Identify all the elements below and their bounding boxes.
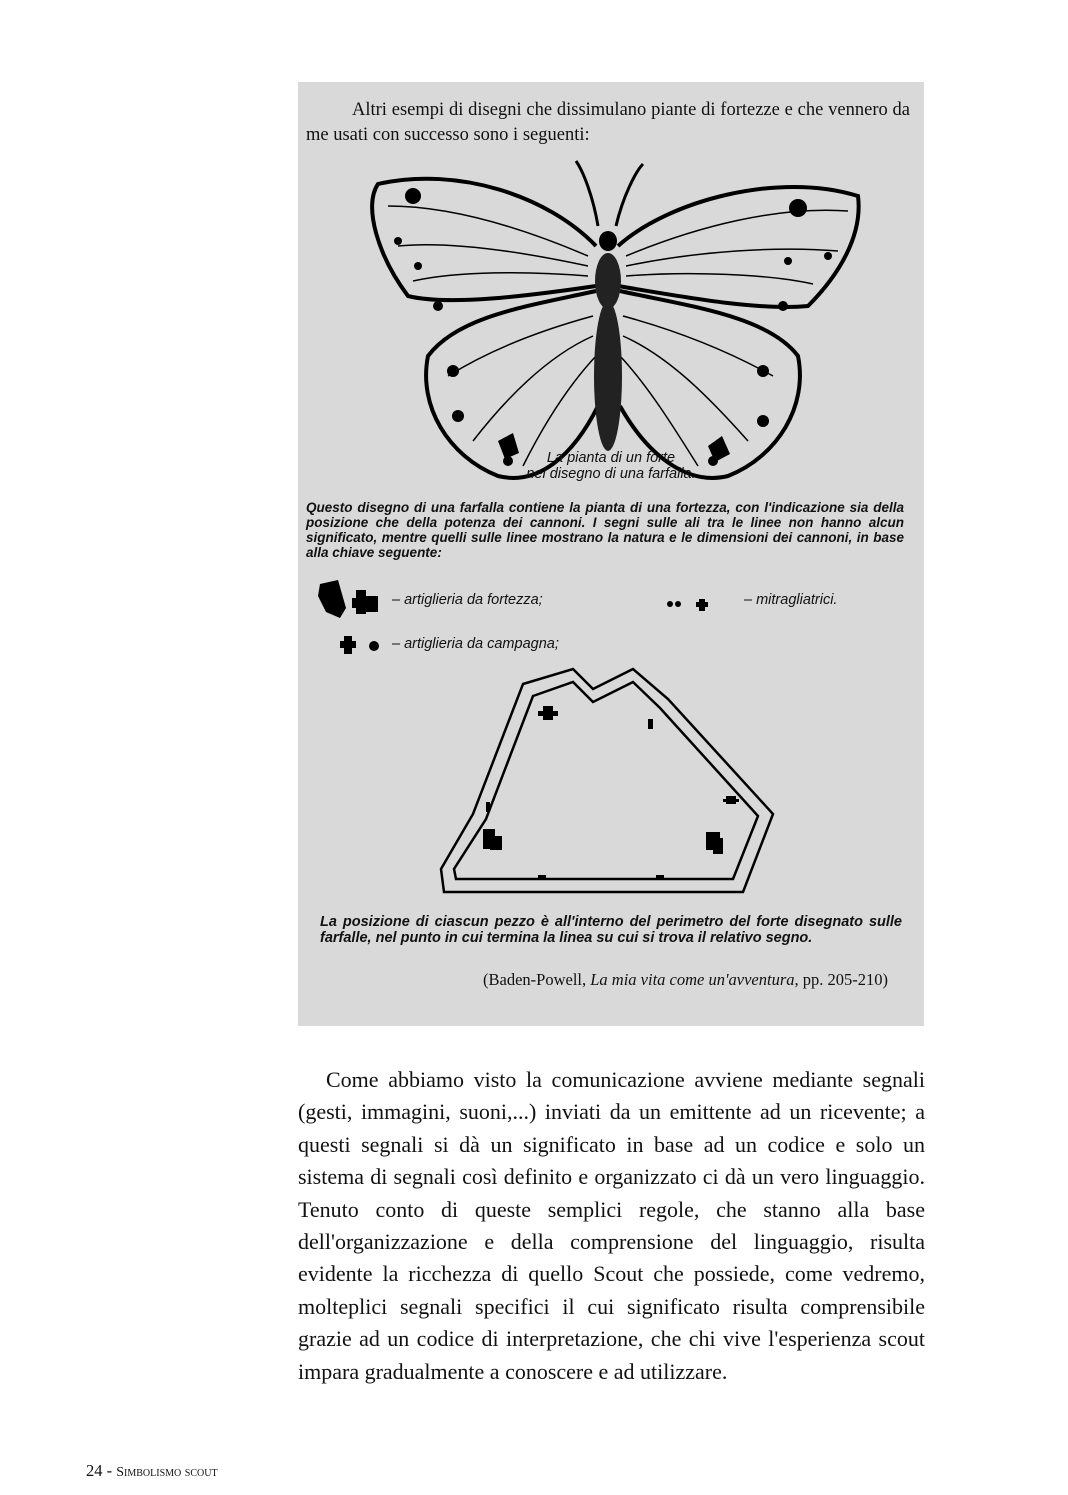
- caption-line-2: nel disegno di una farfalla.: [526, 466, 696, 482]
- book-title: Simbolismo scout: [116, 1465, 218, 1480]
- fort-plan-drawing: [438, 664, 778, 904]
- figure-box: [298, 82, 924, 1026]
- butterfly-caption: [298, 450, 924, 482]
- key-machine-guns: – mitragliatrici.: [744, 592, 838, 608]
- page-number: 24: [86, 1461, 103, 1480]
- key-fortress-artillery: – artiglieria da fortezza;: [392, 592, 543, 608]
- citation-author: (Baden-Powell,: [483, 970, 591, 989]
- key-field-artillery: – artiglieria da campagna;: [392, 636, 559, 652]
- machine-gun-symbol-icon: [666, 594, 740, 614]
- citation-title: La mia vita come un'avventura: [590, 970, 795, 989]
- body-paragraph: Come abbiamo visto la comunicazione avviene mediante segnali (gesti, immagini, suoni,...) inviati da un emittente ad un ricevente; a questi segnali si dà un significato in base ad un codice e solo un sistema di segnali così definito e organizzato ci dà un vero linguaggio. Tenuto conto di queste semplici regole, che stanno alla base dell'organizzazione e della comprensione del linguaggio, risulta evidente la ricchezza di quello Scout che possiede, come vedremo, molteplici segnali specifici il cui significato risulta comprensibile grazie ad un codice di interpretazione, che chi vive l'esperienza scout impara gradualmente a conoscere e ad utilizzare.: [298, 1067, 925, 1384]
- figure-note: La posizione di ciascun pezzo è all'interno del perimetro del forte disegnato sulle farfalle, nel punto in cui termina la linea su cui si trova il relativo segno.: [320, 914, 902, 946]
- caption-line-1: La pianta di un forte: [546, 450, 676, 466]
- figure-description: Questo disegno di una farfalla contiene la pianta di una fortezza, con l'indicazione sia della posizione che della potenza dei cannoni. I segni sulle ali tra le linee non hanno alcun significato, mentre quelli sulle linee mostrano la natura e le dimensioni dei cannoni, in base alla chiave seguente:: [306, 500, 904, 560]
- fortress-artillery-symbol-icon: [316, 578, 388, 620]
- page-footer: [86, 1461, 218, 1481]
- footer-separator: -: [102, 1461, 117, 1480]
- figure-intro: Altri esempi di disegni che dissimulano piante di fortezze e che vennero da me usati con successo sono i seguenti:: [306, 100, 910, 145]
- field-artillery-symbol-icon: [338, 634, 388, 656]
- citation: [483, 970, 888, 990]
- citation-pages: , pp. 205-210): [794, 970, 888, 989]
